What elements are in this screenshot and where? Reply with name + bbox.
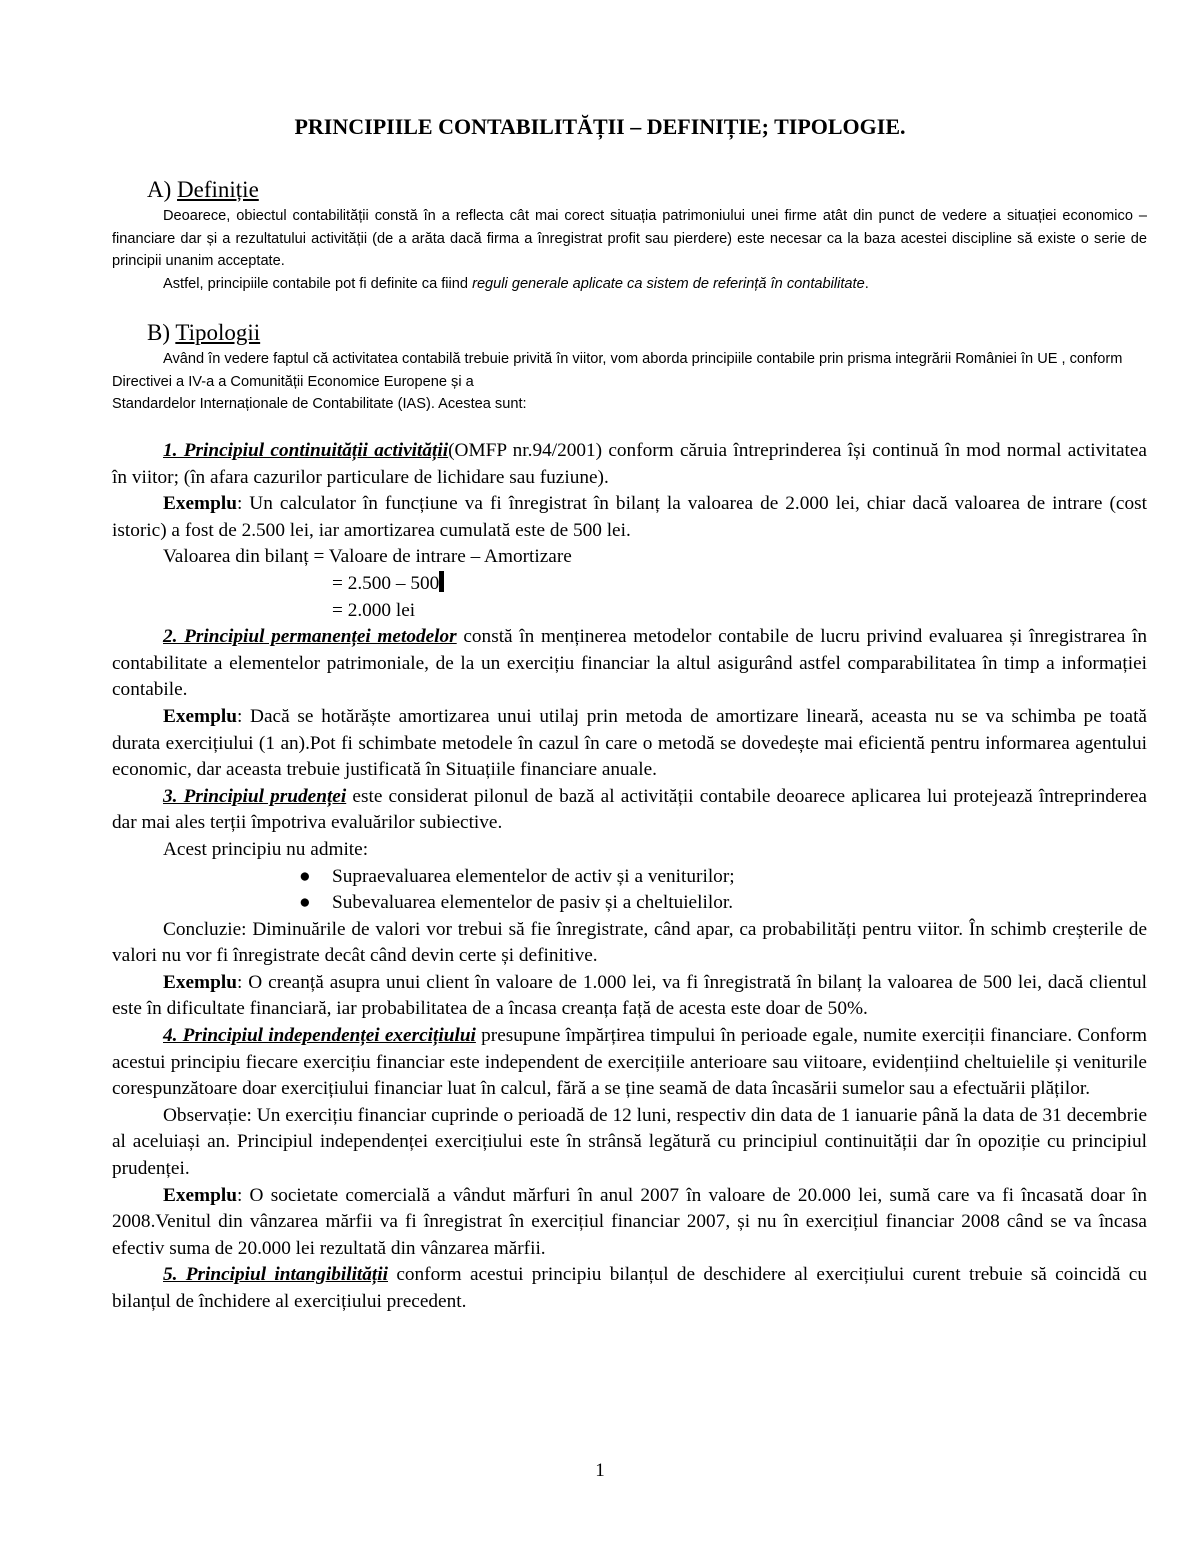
tipologii-intro-line1: Având în vedere faptul că activitatea contabilă trebuie privită în viitor, vom aborda principiile contabile prin prisma integrării României în UE , conform Directivei a IV-a a Comunității Economice Europene și a bbox=[112, 351, 1123, 390]
page-number: 1 bbox=[595, 1460, 605, 1481]
formula-line-2 bbox=[112, 571, 1147, 598]
principle-3-name: 3. Principiul prudenței bbox=[163, 785, 347, 807]
text-cursor bbox=[439, 571, 444, 592]
definition-summary-prefix: Astfel, principiile contabile pot fi definite ca fiind bbox=[163, 275, 473, 292]
formula-line-3: = 2.000 lei bbox=[332, 599, 416, 621]
section-a-heading bbox=[147, 177, 259, 203]
principle-1-text: (OMFP nr.94/2001) conform căruia întreprinderea își continuă în mod normal activitatea în viitor; (în afara cazurilor particulare de lichidare sau fuziune). bbox=[112, 440, 1147, 488]
principle-4-observatie: Observație: Un exercițiu financiar cuprinde o perioadă de 12 luni, respectiv din data de 1 ianuarie până la data de 31 decembrie al aceluiași an. Principiul independenței exercițiului este în strânsă legătură cu principiul continuității dar în opoziție cu principiul prudenței. bbox=[112, 1104, 1147, 1180]
principle-4-text: presupune împărțirea timpului în perioade egale, numite exerciții financiare. Conform acestui principiu fiecare exercițiu financiar este independent de exercițiile anterioare sau viitoare, evidențiind cheltuielile și veniturile corespunzătoare doar exercițiului financiar luat în calcul, fără a se ține seamă de data încasării sumelor sau a efectuării plăților. bbox=[112, 1025, 1147, 1100]
definition-paragraph: Deoarece, obiectul contabilității constă în a reflecta cât mai corect situația patrimoniului unei firme atât din punct de vedere a situației economico – financiare dar și a rezultatului activității (de a arăta dacă firma a înregistrat profit sau pierdere) este necesar ca la baza acestei discipline să existe o serie de principii unanim acceptate. bbox=[112, 208, 1147, 269]
example-label: Exemplu bbox=[163, 493, 237, 515]
principle-2-example bbox=[112, 704, 1147, 784]
page-title: PRINCIPIILE CONTABILITĂȚII – DEFINIȚIE; TIPOLOGIE. bbox=[294, 114, 906, 139]
principle-5 bbox=[112, 1262, 1147, 1315]
principle-3-admite: Acest principiu nu admite: bbox=[163, 838, 369, 860]
principle-1-name: 1. Principiul continuității activității bbox=[163, 440, 449, 461]
list-item-text: Subevaluarea elementelor de pasiv și a cheltuielilor. bbox=[332, 892, 734, 914]
bullet-icon: ● bbox=[299, 892, 311, 914]
list-item bbox=[112, 864, 1147, 891]
bullet-icon: ● bbox=[299, 865, 311, 887]
principle-4-name: 4. Principiul independenței exercițiului bbox=[163, 1025, 476, 1047]
principle-3 bbox=[112, 784, 1147, 837]
formula-line-2-text: = 2.500 – 500 bbox=[332, 572, 440, 594]
list-item bbox=[112, 890, 1147, 917]
tipologii-intro bbox=[112, 348, 1147, 416]
section-b-letter: B) bbox=[147, 320, 170, 345]
principles-body bbox=[112, 438, 1147, 1316]
principle-4 bbox=[112, 1023, 1147, 1103]
section-a-letter: A) bbox=[147, 177, 172, 202]
principle-3-example bbox=[112, 970, 1147, 1023]
principle-2-text: constă în menținerea metodelor contabile de lucru privind evaluarea și înregistrarea în contabilitate a elementelor patrimoniale, de la un exercițiu financiar la altul asigurând astfel comparabilitatea în timp a informației contabile. bbox=[112, 626, 1147, 701]
section-b-heading bbox=[147, 320, 260, 346]
principle-3-text: este considerat pilonul de bază al activității contabile deoarece aplicarea lui protejează întreprinderea dar mai ales terții împotriva evaluărilor subiective. bbox=[112, 785, 1147, 834]
section-a-title: Definiție bbox=[177, 177, 259, 202]
definition-summary bbox=[112, 273, 1147, 296]
principle-5-text: conform acestui principiu bilanțul de deschidere al exercițiului curent trebuie să coincidă cu bilanțul de închidere al exercițiului precedent. bbox=[112, 1264, 1147, 1312]
principle-2-name: 2. Principiul permanenței metodelor bbox=[163, 626, 457, 648]
principle-4-example bbox=[112, 1183, 1147, 1263]
example-label: Exemplu bbox=[163, 971, 237, 993]
principle-1-example bbox=[112, 491, 1147, 544]
principle-5-name: 5. Principiul intangibilității bbox=[163, 1264, 389, 1286]
principle-3-example-text: : O creanță asupra unui client în valoare de 1.000 lei, va fi înregistrată în bilanț la valoarea de 500 lei, dacă clientul este în dificultate financiară, iar probabilitatea de a încasa creanța față de acesta este doar de 50%. bbox=[112, 971, 1147, 1020]
definition-emphasis: reguli generale aplicate ca sistem de referință în contabilitate bbox=[472, 275, 865, 292]
formula-line-1: Valoarea din bilanț = Valoare de intrare – Amortizare bbox=[163, 546, 572, 568]
principle-2 bbox=[112, 624, 1147, 704]
list-item-text: Supraevaluarea elementelor de activ și a veniturilor; bbox=[332, 865, 735, 887]
definition-block bbox=[112, 205, 1147, 295]
principle-3-bullet-list bbox=[112, 864, 1147, 917]
principle-3-concluzie: Concluzie: Diminuările de valori vor trebui să fie înregistrate, când apar, ca probabilități pentru viitor. În schimb creșterile de valori nu vor fi înregistrate decât când devin certe și definitive. bbox=[112, 918, 1147, 967]
principle-2-example-text: : Dacă se hotărăște amortizarea unui utilaj prin metoda de amortizare lineară, aceasta nu se va schimba pe toată durata exercițiului (1 an).Pot fi schimbate metodele în cazul în care o metodă se dovedește mai eficientă pentru informarea agentului economic, dar aceasta trebuie justificată în Situațiile financiare anuale. bbox=[112, 705, 1147, 781]
principle-1-example-text: : Un calculator în funcțiune va fi înregistrat în bilanț la valoarea de 2.000 lei, chiar dacă valoarea de intrare (cost istoric) a fost de 2.500 lei, iar amortizarea cumulată este de 500 lei. bbox=[112, 493, 1147, 541]
example-label: Exemplu bbox=[163, 705, 237, 727]
principle-4-example-text: : O societate comercială a vândut mărfuri în anul 2007 în valoare de 20.000 lei, sumă care va fi încasată doar în 2008.Venitul din vânzarea mărfii va fi înregistrat în exercițiul financiar 2007, și nu în exercițiul financiar 2008 când se va încasa efectiv suma de 20.000 lei rezultată din vânzarea mărfii. bbox=[112, 1184, 1147, 1259]
principle-1 bbox=[112, 438, 1147, 491]
section-b-title: Tipologii bbox=[175, 320, 261, 345]
definition-summary-suffix: . bbox=[864, 275, 869, 292]
tipologii-intro-line2: Standardelor Internaționale de Contabilitate (IAS). Acestea sunt: bbox=[112, 396, 527, 412]
example-label: Exemplu bbox=[163, 1184, 237, 1206]
